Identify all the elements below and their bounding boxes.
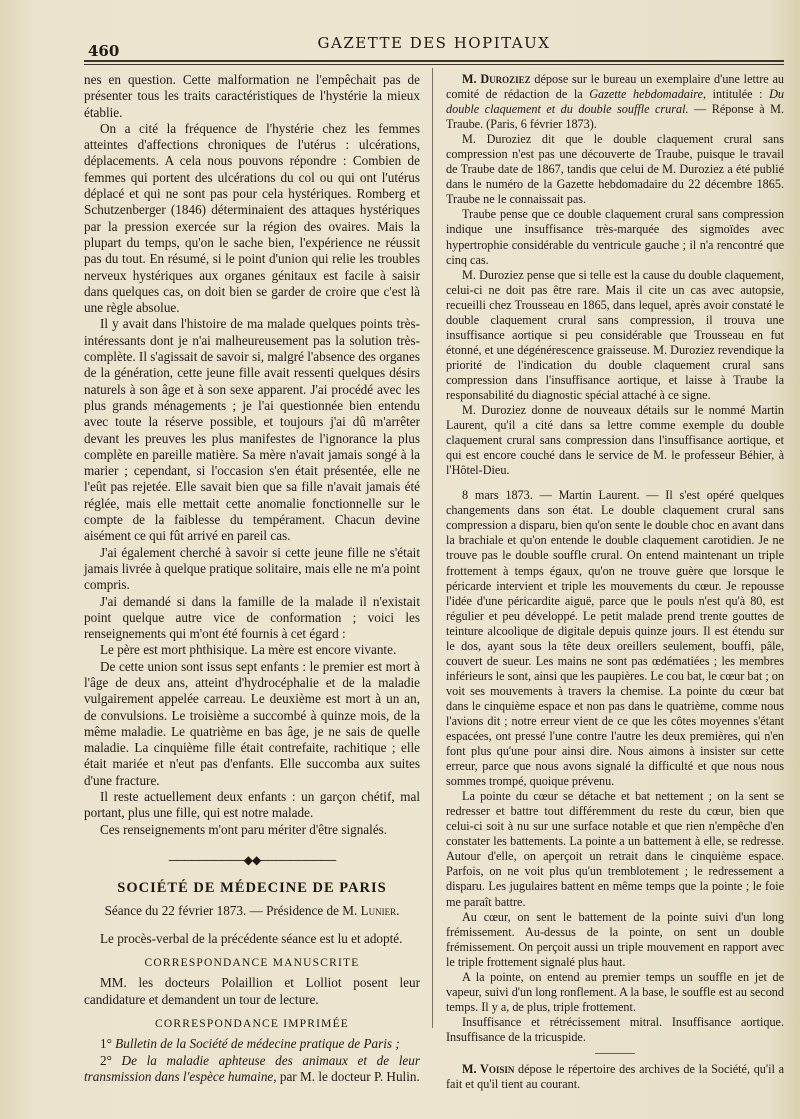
paragraph: Le père est mort phthisique. La mère est encore vivante.	[100, 642, 397, 658]
section-separator: ──────────◆◆──────────	[168, 852, 336, 867]
list-author: par M. le docteur P. Hulin.	[279, 1068, 420, 1084]
speaker-name: M. Voisin	[462, 1062, 515, 1076]
text-run: dépose le répertoire des archives de la Société, qu'il a fait et qu'il tient au courant.	[446, 1062, 784, 1092]
speaker-name: M. Duroziez	[462, 72, 531, 86]
list-item	[84, 1053, 420, 1086]
page-header	[84, 34, 784, 62]
list-item	[84, 1036, 420, 1052]
subheading: CORRESPONDANCE IMPRIMÉE	[154, 1018, 350, 1031]
paragraph: 8 mars 1873. — Martin Laurent. — Il s'est opéré quelques changements dans son état. Le double claquement crural sans compression a disparu, bien qu'on sente le double choc en avant dans la brachiale et qu'on entende le double claquement carotidien. Je ne trouve pas le double souffle crural. On entend maintenant un triple frottement à temps égaux, qu'on ne trouve guère que lorsque le péricarde intervient et triple les mouvements du cœur. Je repousse l'idée d'une péricardite aiguë, parce que le pouls n'est qu'à 80, est régulier et peu développé. Le petit malade prend trente gouttes de teinture alcoolique de digitale depuis quinze jours. Il est étendu sur le dos, ayant sous la tête deux oreillers seulement, bouffi, pâle, couvert de sueur. Les mains ne sont pas œdématiées ; les membres inférieurs le sont, ainsi que les paupières. Le cou bat, le cœur bat ; on voit ses mouvements à travers la chemise. La pointe du cœur bat dans le cinquième espace et non pas dans le quatrième, comme nous l'avions dit ; notre erreur vient de ce que les côtes moyennes s'étant espacées, ont pressé l'une contre l'autre les deux premières, qui n'en font plus qu'une pour ainsi dire. Nous aimons à insister sur cette erreur, parce que nous avons signalé la difficulté et que nous nous sommes trompé, quoique prévenu.	[446, 488, 784, 789]
section-title: SOCIÉTÉ DE MÉDECINE DE PARIS	[117, 880, 387, 897]
paragraph: M. Duroziez pense que si telle est la cause du double claquement, celui-ci ne doit pas être rare. Mais il cite un cas avec autopsie, recueilli chez Trousseau en 1865, dans lequel, après avoir constaté le double claquement crural sans compression, il trouva une insuffisance aortique si peu considérable que Trousseau en fut étonné, et une dégénérescence graisseuse. M. Duroziez revendique la priorité de l'indication du double claquement crural sans compression dans l'insuffisance aortique, et laisse à Traube la responsabilité du diagnostic spécial attaché à ce signe.	[446, 267, 784, 402]
paragraph: La pointe du cœur se détache et bat nettement ; on la sent se redresser et battre tout différemment du reste du cœur, bien que celui-ci soit à nu sur une surface notable et que rien n'empêche d'en constater les battements. La pointe a un battement à elle, se redresse. Autour d'elle, on aperçoit un retrait dans le cinquième espace. Parfois, on ne voit plus qu'un tremblotement ; le redressement a disparu. Les jugulaires battent en même temps que la pointe ; le foie me paraît battre.	[446, 789, 784, 909]
column-divider	[432, 68, 433, 1028]
list-text: De la maladie aphteuse des animaux et de leur transmission dans l'espèce humaine,	[84, 1052, 421, 1084]
journal-title: Gazette hebdomadaire	[589, 87, 703, 102]
paragraph	[446, 72, 784, 132]
paragraph: A la pointe, on entend au premier temps un souffle en jet de vapeur, suivi d'un long ronflement. A la base, le souffle est au second temps. Il y a, de plus, triple frottement.	[446, 969, 784, 1014]
paragraph: Au cœur, on sent le battement de la pointe suivi d'un long frémissement. Au-dessus de la pointe, on sent un double frémissement. On perçoit aussi un triple mouvement en rapport avec le triple frottement signalé plus haut.	[446, 909, 784, 969]
subheading: CORRESPONDANCE MANUSCRITE	[144, 957, 360, 970]
paragraph: J'ai également cherché à savoir si cette jeune fille ne s'était jamais livrée à quelque pratique solitaire, mais elle ne m'a point compris.	[84, 544, 420, 593]
running-title: GAZETTE DES HOPITAUX	[317, 34, 551, 52]
letter-title: Du double claquement et du double souffle crural.	[446, 87, 784, 117]
minutes-paragraph: Le procès-verbal de la précédente séance est lu et adopté.	[100, 930, 403, 946]
list-number: 1°	[100, 1036, 112, 1052]
paragraph: Il reste actuellement deux enfants : un garçon chétif, mal portant, plus une fille, qui est notre malade.	[84, 789, 420, 821]
session-president: Lunier.	[360, 902, 400, 918]
paragraph: nes en question. Cette malformation ne l'empêchait pas de présenter tous les traits caractéristiques de l'hystérie la mieux établie.	[84, 72, 420, 120]
paragraph: M. Duroziez donne de nouveaux détails sur le nommé Martin Laurent, qu'il a cité dans sa lettre comme exemple du double claquement crural sans compression dans l'insuffisance aortique, et qui est encore couché dans le service de M. le professeur Béhier, à l'Hôtel-Dieu.	[446, 403, 784, 478]
paragraph: Insuffisance et rétrécissement mitral. Insuffisance aortique. Insuffisance de la tricuspide.	[446, 1014, 784, 1044]
paragraph: J'ai demandé si dans la famille de la malade il n'existait point quelque autre vice de conformation ; voici les renseignements qui m'ont été fournis à cet égard :	[84, 593, 420, 642]
paragraph: MM. les docteurs Polaillion et Lolliot posent leur candidature et demandent un tour de lecture.	[84, 975, 420, 1007]
right-column	[446, 72, 784, 1092]
paragraph	[446, 1062, 784, 1092]
left-column	[84, 72, 420, 1085]
paragraph: On a cité la fréquence de l'hystérie chez les femmes atteintes d'affections chroniques de l'utérus : ulcérations, déplacements. A cela nous pouvons répondre : Combien de femmes qui portent des ulcérations du col ou qui ont l'utérus déplacé et qui ne sont pas pour cela hystériques. Romberg et Schutzenberger (1846) déterminaient des attaques hystériques par la pression exercée sur la région des ovaires. Mais la plupart du temps, qu'on le sache bien, l'expérience ne réussit pas du tout. En résumé, si le point d'union qui relie les troubles nerveux hystériques aux organes génitaux est facile à saisir dans quelques cas, on doit bien se garder de croire que c'est là une règle absolue.	[84, 120, 420, 316]
paragraph: De cette union sont issus sept enfants : le premier est mort à l'âge de deux ans, atteint d'hydrocéphalie et de la maladie vulgairement appelée carreau. Le deuxième est mort à un an, de convulsions. Le troisième a succombé à quinze mois, de la même maladie. Le quatrième en bas âge, je ne sais de quelle maladie. La cinquième fille était contrefaite, rachitique ; elle était mariée et n'eut pas d'enfants. Elle succomba aux suites d'une fracture.	[84, 658, 420, 788]
list-number: 2°	[100, 1052, 112, 1068]
short-rule	[595, 1053, 635, 1054]
text-run: dépose sur le bureau un exemplaire d'une lettre au comité de rédaction de la	[446, 72, 784, 102]
text-run: — Réponse à M. Traube. (Paris, 6 février 1873).	[446, 102, 785, 132]
text-run: , intitulée :	[702, 87, 770, 102]
paragraph: M. Duroziez dit que le double claquement crural sans compression n'est pas une découverte de Traube, puisque le travail de Traube date de 1867, tandis que celui de M. Duroziez a été publié dans le numéro de la Gazette hebdomadaire du 22 décembre 1865. Traube ne le connaissait pas.	[446, 132, 784, 207]
page-number: 460	[88, 42, 120, 60]
session-line	[84, 903, 420, 919]
paragraph: Il y avait dans l'histoire de ma malade quelques points très-intéressants dont je n'ai malheureusement pas la solution très-complète. Il s'agissait de savoir si, malgré l'absence des organes de la génération, cette jeune fille avait ressenti quelques désirs naturels à son âge et à son sexe apparent. J'ai procédé avec les plus grands ménagements ; je l'ai questionnée bien entendu avec toute la réserve possible, et toujours j'ai dû m'arrêter devant les preuves les plus manifestes de l'ignorance la plus complète en pareille matière. Sa mère n'avait jamais songé à la marier ; cependant, si l'occasion s'en était présentée, elle ne l'eût pas rejetée. Elle savait bien que sa fille n'avait jamais été réglée, mais elle mettait cette anomalie fonctionnelle sur le compte de la faiblesse du tempérament. Chacun devine aisément ce qui fût arrivé en pareil cas.	[84, 316, 420, 544]
list-text: Bulletin de la Société de médecine pratique de Paris ;	[115, 1036, 400, 1052]
paragraph: Ces renseignements m'ont paru mériter d'être signalés.	[100, 821, 388, 837]
session-text: Séance du 22 février 1873. — Présidence de M.	[104, 902, 358, 918]
paragraph: Traube pense que ce double claquement crural sans compression indique une insuffisance très-marquée des sigmoïdes avec hypertrophie considérable du ventricule gauche ; il n'a rencontré que cinq cas.	[446, 207, 784, 267]
